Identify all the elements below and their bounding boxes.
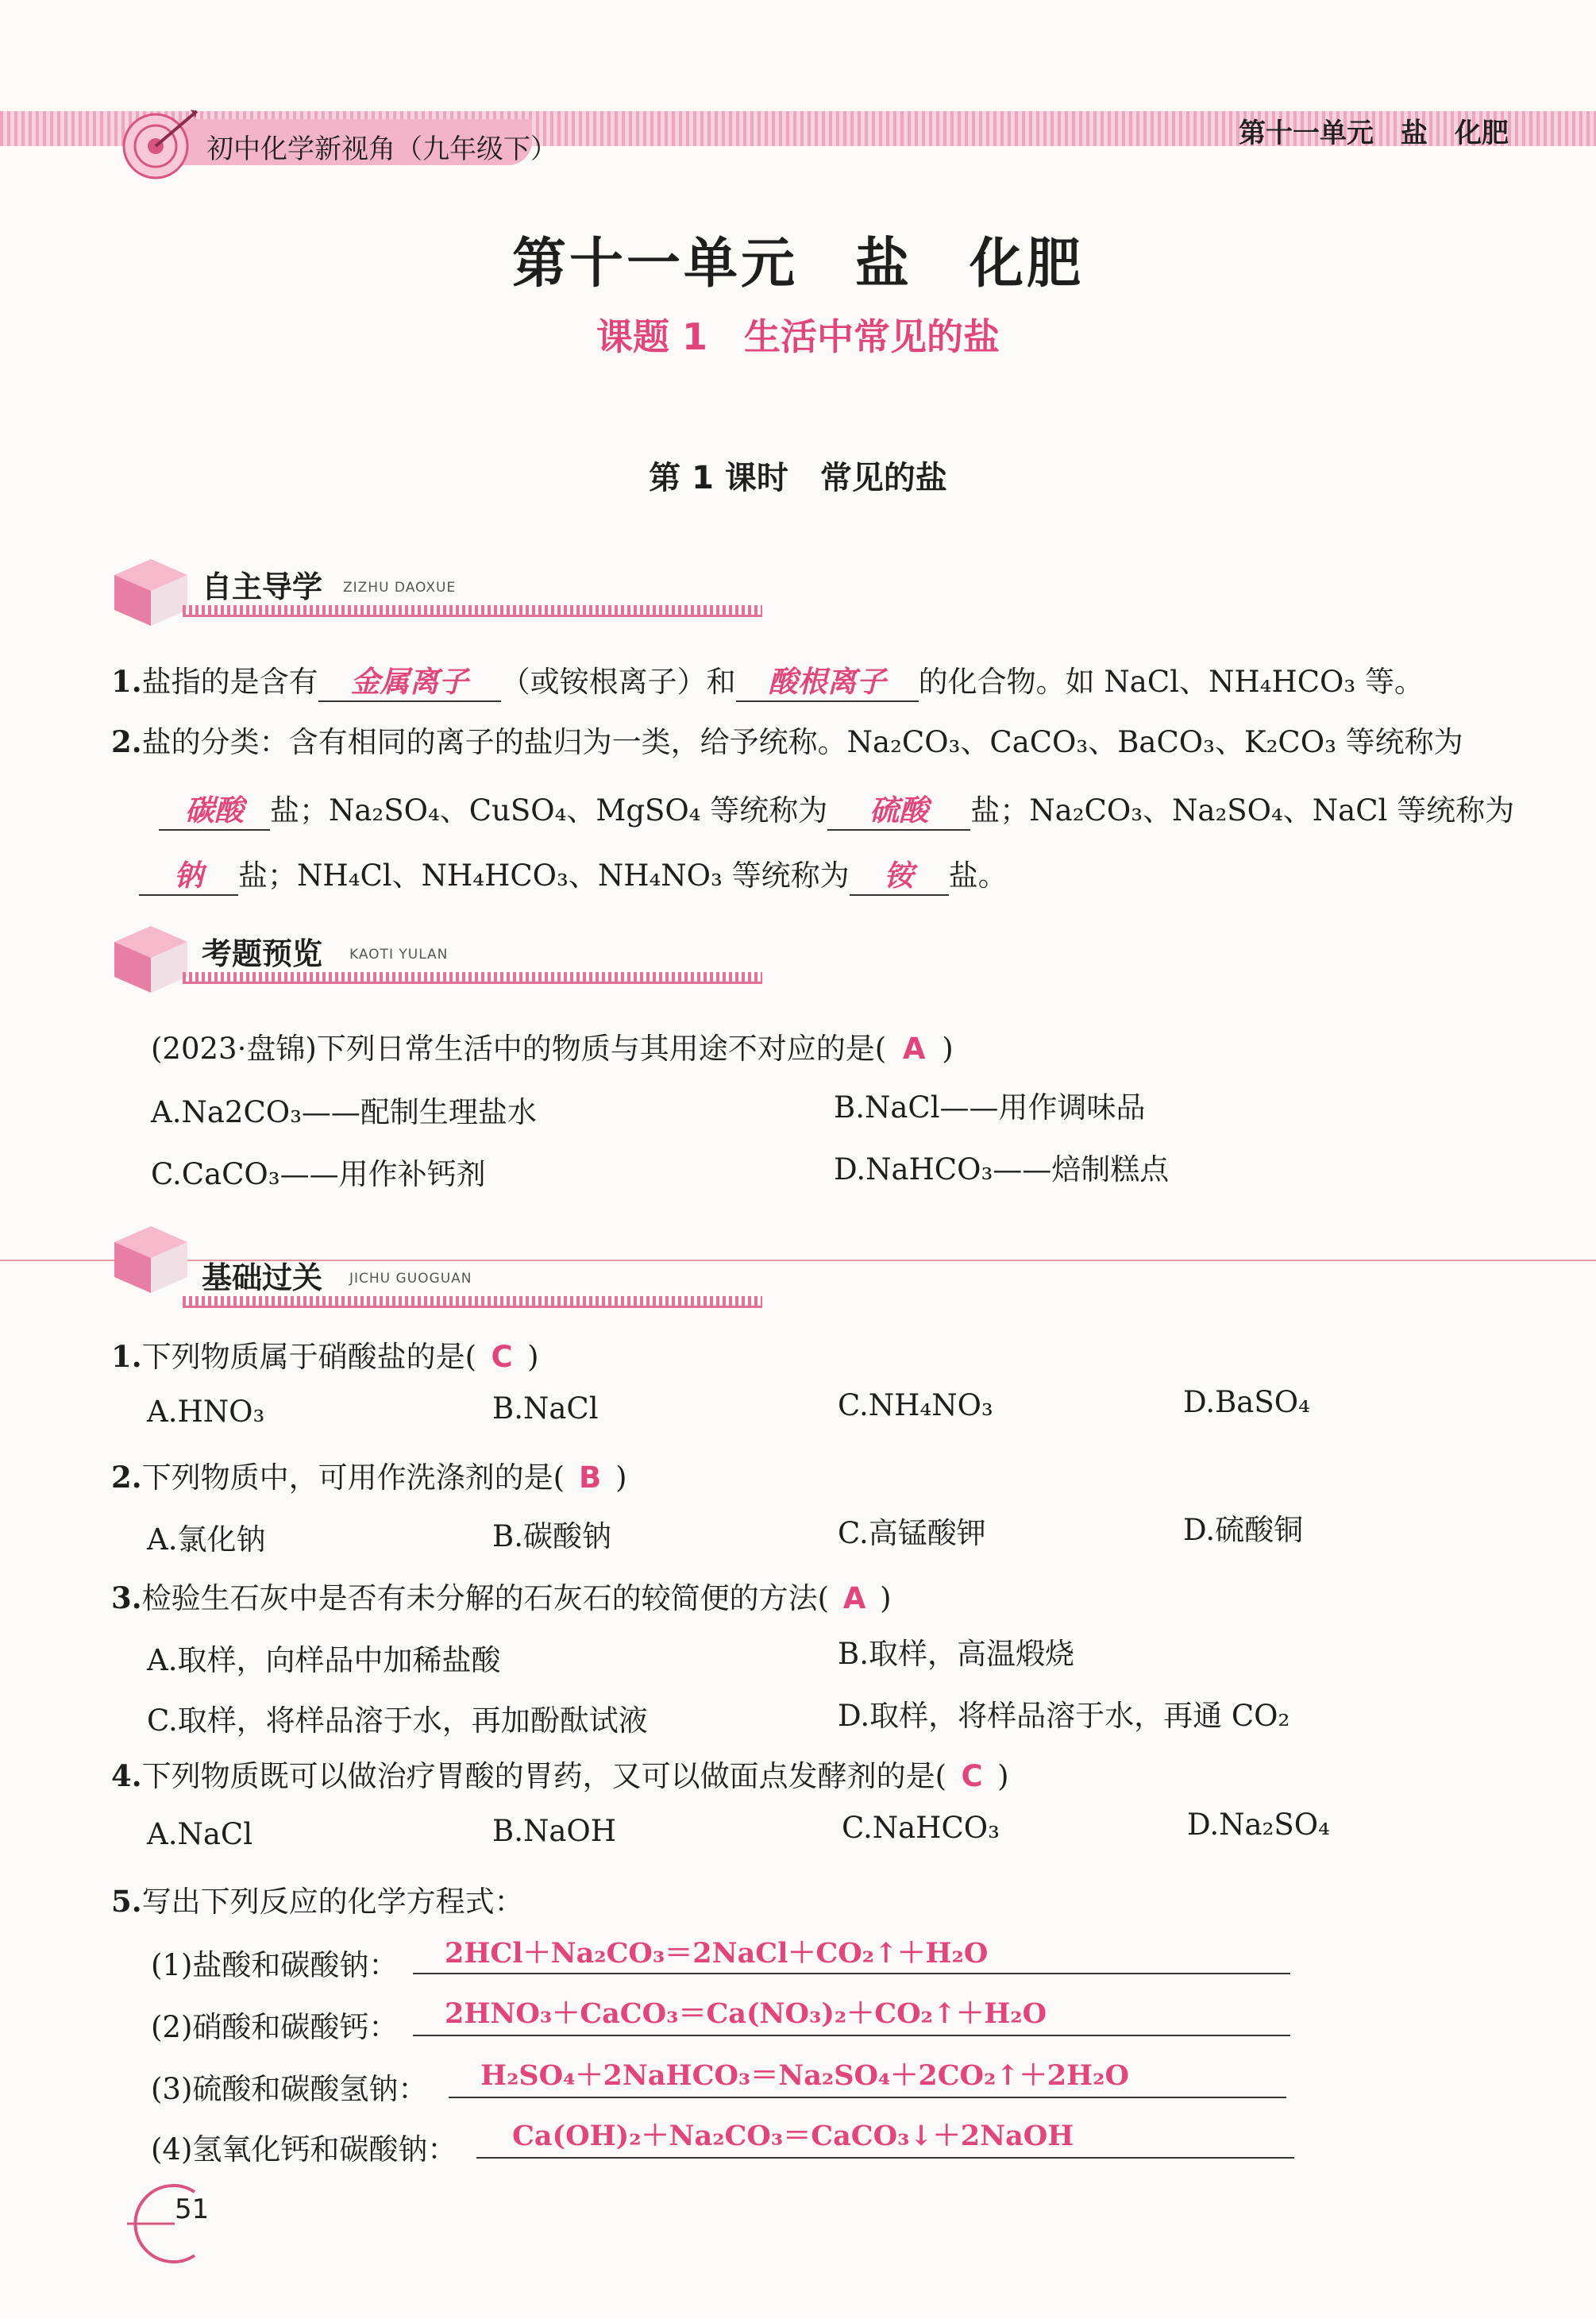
question-number: 1. [111, 1339, 142, 1374]
section-name: 考题预览 [202, 936, 323, 971]
answer-choice: A [902, 1032, 926, 1066]
target-icon [118, 105, 205, 184]
question-text: 检验生石灰中是否有未分解的石灰石的较简便的方法( [141, 1581, 830, 1615]
basic-q2-option-d: D.硫酸铜 [1183, 1513, 1304, 1547]
question-text: ) [880, 1581, 892, 1615]
preview-option-a: A.Na2CO₃——配制生理盐水 [151, 1095, 537, 1129]
guide-q2-line2 [159, 786, 1514, 831]
basic-q4 [111, 1752, 1009, 1795]
section-name: 自主导学 [202, 569, 323, 604]
question-text: 的化合物。如 NaCl、NH₄HCO₃ 等。 [918, 665, 1424, 699]
basic-q1-option-a: A.HNO₃ [147, 1395, 265, 1429]
basic-q1-option-d: D.BaSO₄ [1183, 1385, 1310, 1419]
section-stripe [183, 972, 762, 984]
equation-label-3: (3)硫酸和碳酸氢钠： [151, 2072, 428, 2106]
basic-q4-option-c: C.NaHCO₃ [842, 1811, 1000, 1845]
question-text: 盐；NH₄Cl、NH₄HCO₃、NH₄NO₃ 等统称为 [238, 859, 850, 893]
guide-q2-line1 [111, 718, 1463, 761]
basic-q2-option-a: A.氯化钠 [147, 1522, 266, 1557]
header-unit-title: 第十一单元 盐 化肥 [1239, 118, 1509, 149]
basic-q5 [111, 1877, 524, 1920]
equation-answer-4: Ca(OH)₂＋Na₂CO₃＝CaCO₃↓＋2NaOH [512, 2120, 1074, 2152]
equation-label-4: (4)氢氧化钙和碳酸钠： [151, 2132, 457, 2167]
header-book-title: 初中化学新视角（九年级下） [206, 133, 557, 165]
section-name: 基础过关 [202, 1260, 323, 1295]
unit-title: 第十一单元 盐 化肥 [511, 232, 1084, 295]
basic-q3-option-c: C.取样，将样品溶于水，再加酚酞试液 [147, 1704, 648, 1738]
page-number: 51 [175, 2194, 210, 2225]
equation-underline-1 [413, 1973, 1290, 1974]
preview-stem [151, 1024, 954, 1067]
section-pinyin: KAOTI YULAN [349, 947, 449, 963]
question-text: (2023·盘锦)下列日常生活中的物质与其用途不对应的是( [151, 1032, 887, 1066]
answer-blank-5: 钠 [174, 859, 203, 893]
section-stripe [183, 605, 762, 617]
equation-underline-4 [476, 2157, 1294, 2159]
question-text: 下列物质中，可用作洗涤剂的是( [141, 1460, 565, 1495]
answer-choice: A [842, 1581, 866, 1615]
period-title: 第 1 课时 常见的盐 [649, 460, 947, 496]
equation-answer-1: 2HCl＋Na₂CO₃＝2NaCl＋CO₂↑＋H₂O [445, 1937, 989, 1970]
basic-q4-option-b: B.NaOH [492, 1814, 616, 1848]
question-text: 盐；Na₂CO₃、Na₂SO₄、NaCl 等统称为 [970, 793, 1515, 828]
question-text: 盐。 [948, 859, 1008, 893]
question-text: 盐指的是含有 [141, 665, 318, 699]
answer-blank-2: 酸根离子 [768, 665, 886, 699]
basic-q3-option-b: B.取样，高温煅烧 [838, 1637, 1074, 1671]
preview-option-b: B.NaCl——用作调味品 [834, 1090, 1146, 1125]
question-number: 3. [111, 1580, 142, 1615]
equation-answer-2: 2HNO₃＋CaCO₃＝Ca(NO₃)₂＋CO₂↑＋H₂O [445, 1997, 1047, 2030]
answer-blank-6: 铵 [884, 859, 914, 893]
basic-q1 [111, 1333, 539, 1376]
section-pinyin: JICHU GUOGUAN [349, 1271, 472, 1287]
section-header-kaoti [111, 923, 762, 1002]
cube-icon [111, 923, 191, 996]
basic-q1-option-b: B.NaCl [492, 1391, 599, 1426]
basic-q4-option-a: A.NaCl [147, 1817, 253, 1851]
answer-choice: C [961, 1759, 983, 1793]
guide-q1 [111, 658, 1424, 702]
equation-underline-2 [413, 2035, 1290, 2036]
answer-choice: C [491, 1340, 513, 1374]
section-stripe [183, 1296, 762, 1308]
section-header-jichu [111, 1223, 762, 1302]
question-text: ) [527, 1340, 539, 1374]
equation-label-1: (1)盐酸和碳酸钠： [151, 1948, 399, 1982]
answer-blank-3: 碳酸 [185, 793, 244, 828]
basic-q3-option-a: A.取样，向样品中加稀盐酸 [147, 1643, 501, 1677]
preview-option-d: D.NaHCO₃——焙制糕点 [834, 1152, 1170, 1187]
section-pinyin: ZIZHU DAOXUE [343, 580, 457, 596]
basic-q4-option-d: D.Na₂SO₄ [1187, 1808, 1330, 1842]
guide-q2-line3 [139, 851, 1008, 896]
basic-q3 [111, 1574, 892, 1617]
preview-option-c: C.CaCO₃——用作补钙剂 [151, 1157, 486, 1191]
question-text: ) [615, 1460, 627, 1495]
question-text: 写出下列反应的化学方程式： [141, 1885, 524, 1919]
question-number: 2. [111, 1460, 142, 1495]
basic-q3-option-d: D.取样，将样品溶于水，再通 CO₂ [838, 1699, 1290, 1733]
question-number: 1. [111, 664, 142, 699]
question-number: 4. [111, 1758, 142, 1793]
answer-choice: B [578, 1460, 602, 1495]
question-text: （或铵根离子）和 [500, 665, 736, 699]
basic-q2-option-b: B.碳酸钠 [492, 1519, 611, 1553]
basic-q2-option-c: C.高锰酸钾 [838, 1516, 986, 1550]
question-number: 2. [111, 724, 142, 759]
answer-blank-4: 硫酸 [869, 793, 929, 828]
basic-q2 [111, 1453, 627, 1496]
question-text: 盐；Na₂SO₄、CuSO₄、MgSO₄ 等统称为 [270, 793, 828, 828]
question-text: ) [997, 1759, 1009, 1793]
question-text: 下列物质属于硝酸盐的是( [141, 1340, 477, 1374]
question-text: 盐的分类：含有相同的离子的盐归为一类，给予统称。Na₂CO₃、CaCO₃、BaCO₃、K₂CO₃ 等统称为 [141, 725, 1463, 759]
basic-q1-option-c: C.NH₄NO₃ [838, 1388, 993, 1422]
cube-icon [111, 1223, 191, 1296]
equation-underline-3 [449, 2097, 1286, 2098]
equation-label-2: (2)硝酸和碳酸钙： [151, 2010, 399, 2044]
equation-answer-3: H₂SO₄＋2NaHCO₃＝Na₂SO₄＋2CO₂↑＋2H₂O [480, 2059, 1129, 2092]
answer-blank-1: 金属离子 [350, 665, 468, 699]
question-number: 5. [111, 1884, 142, 1919]
section-header-zizhu [111, 556, 762, 635]
lesson-title: 课题 1 生活中常见的盐 [596, 315, 1000, 358]
cube-icon [111, 556, 191, 629]
question-text: ) [942, 1032, 954, 1066]
question-text: 下列物质既可以做治疗胃酸的胃药，又可以做面点发酵剂的是( [141, 1759, 947, 1793]
